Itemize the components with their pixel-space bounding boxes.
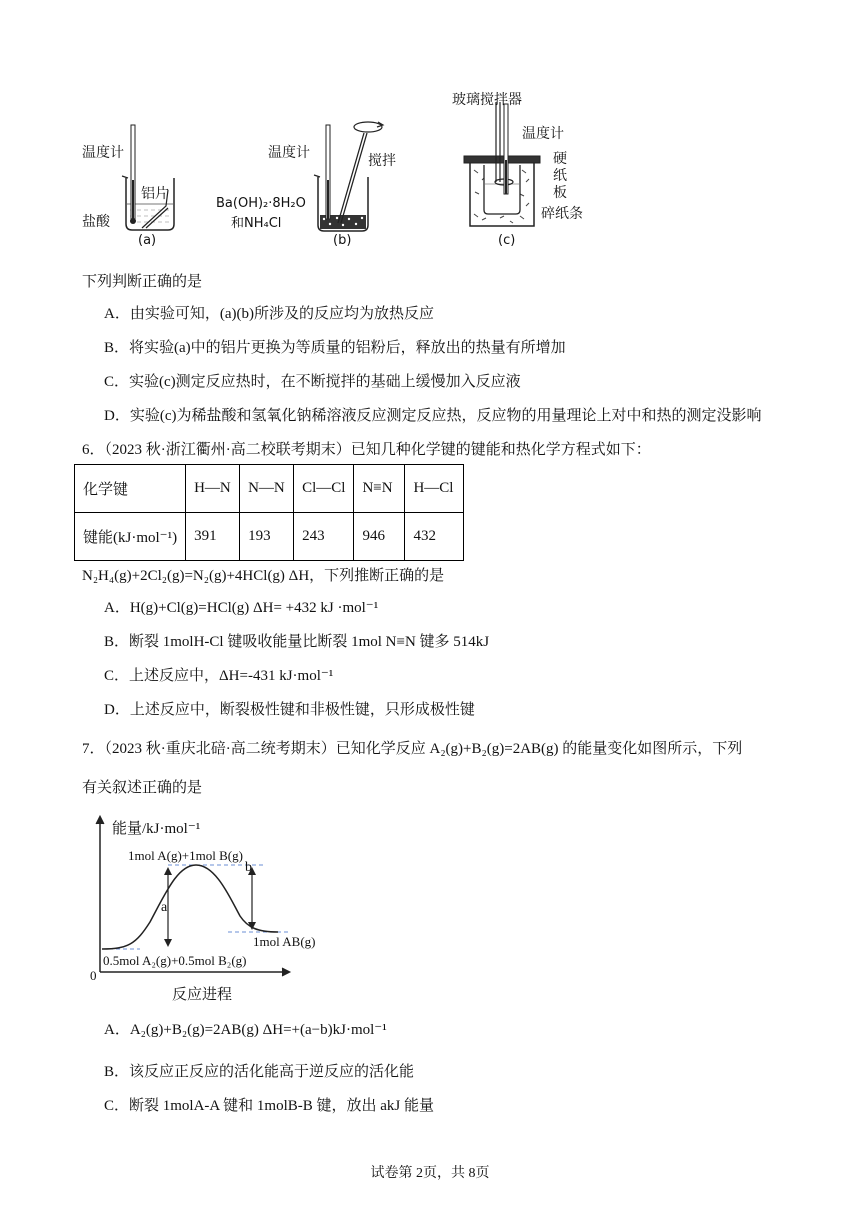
q5-stem: 下列判断正确的是 bbox=[82, 274, 203, 290]
table-cell: 946 bbox=[354, 513, 405, 561]
q6-option-d: D．上述反应中，断裂极性键和非极性键，只形成极性键 bbox=[104, 702, 475, 718]
q6-option-a: A．H(g)+Cl(g)=HCl(g) ΔH= +432 kJ ·mol⁻¹ bbox=[104, 600, 379, 616]
table-cell: 391 bbox=[186, 513, 240, 561]
board-label-1: 硬 bbox=[553, 151, 567, 167]
arrow-a-label: a bbox=[161, 900, 168, 915]
q6-stem: 6．（2023 秋·浙江衢州·高二校联考期末）已知几种化学键的键能和热化学方程式如下： bbox=[82, 442, 651, 458]
beaker-b-drawing bbox=[312, 115, 392, 235]
table-header-cell: Cl—Cl bbox=[294, 465, 354, 513]
table-cell: 432 bbox=[405, 513, 464, 561]
board-label-3: 板 bbox=[553, 185, 567, 201]
arrow-b-label: b bbox=[245, 860, 252, 875]
q5-option-a: A．由实验可知，(a)(b)所涉及的反应均为放热反应 bbox=[104, 306, 434, 322]
paper-scrap-label: 碎纸条 bbox=[541, 206, 583, 222]
table-row bbox=[75, 465, 464, 513]
caption-c: (c) bbox=[498, 233, 516, 248]
table-cell: 193 bbox=[240, 513, 294, 561]
table-header-cell: N≡N bbox=[354, 465, 405, 513]
thermometer-label-b: 温度计 bbox=[268, 145, 310, 161]
hcl-label: 盐酸 bbox=[82, 214, 110, 230]
q5-option-d: D．实验(c)为稀盐酸和氢氧化钠稀溶液反应测定反应热，反应物的用量理论上对中和热的测定没影响 bbox=[104, 408, 762, 424]
reagent-label-2: 和NH₄Cl bbox=[231, 216, 282, 231]
q6-equation: N₂H₄(g)+2Cl₂(g)=N₂(g)+4HCl(g) ΔH，下列推断正确的是 bbox=[82, 568, 445, 584]
caption-a: (a) bbox=[138, 233, 157, 248]
q5-option-b: B．将实验(a)中的铝片更换为等质量的铝粉后，释放出的热量有所增加 bbox=[104, 340, 566, 356]
bond-energy-table bbox=[74, 464, 464, 561]
table-header-cell: N—N bbox=[240, 465, 294, 513]
calorimeter-drawing bbox=[460, 100, 550, 235]
table-header-cell: H—N bbox=[186, 465, 240, 513]
table-row-label: 键能(kJ·mol⁻¹) bbox=[75, 513, 186, 561]
stirrer-label: 玻璃搅拌器 bbox=[452, 92, 522, 108]
al-sheet-label: 铝片 bbox=[141, 186, 169, 202]
table-cell: 243 bbox=[294, 513, 354, 561]
reagent-label-1: Ba(OH)₂·8H₂O bbox=[216, 196, 306, 211]
product-label: 1mol AB(g) bbox=[253, 934, 316, 949]
beaker-a-drawing bbox=[120, 120, 180, 235]
q7-stem-line1: 7．（2023 秋·重庆北碚·高二统考期末）已知化学反应 A₂(g)+B₂(g)=2AB(g) 的能量变化如图所示，下列 bbox=[82, 741, 743, 757]
q7-stem-line2: 有关叙述正确的是 bbox=[82, 780, 203, 796]
table-row bbox=[75, 513, 464, 561]
q5-option-c: C．实验(c)测定反应热时，在不断搅拌的基础上缓慢加入反应液 bbox=[104, 374, 521, 390]
page-footer: 试卷第 2页，共 8页 bbox=[370, 1166, 490, 1181]
diagram-ylabel: 能量/kJ·mol⁻¹ bbox=[112, 821, 201, 837]
q6-option-b: B．断裂 1molH-Cl 键吸收能量比断裂 1mol N≡N 键多 514kJ bbox=[104, 634, 490, 650]
caption-b: (b) bbox=[333, 233, 352, 248]
q6-option-c: C．上述反应中，ΔH=-431 kJ·mol⁻¹ bbox=[104, 668, 334, 684]
table-header-cell: 化学键 bbox=[75, 465, 186, 513]
diagram-xlabel: 反应进程 bbox=[172, 987, 233, 1003]
board-label-2: 纸 bbox=[553, 168, 567, 184]
thermometer-label-c: 温度计 bbox=[522, 126, 564, 142]
q7-option-a: A．A₂(g)+B₂(g)=2AB(g) ΔH=+(a−b)kJ·mol⁻¹ bbox=[104, 1022, 387, 1038]
transition-state-label: 1mol A(g)+1mol B(g) bbox=[128, 848, 243, 863]
stir-label: 搅拌 bbox=[368, 153, 396, 169]
reactant-label: 0.5mol A₂(g)+0.5mol B₂(g) bbox=[103, 953, 247, 968]
q7-option-b: B．该反应正反应的活化能高于逆反应的活化能 bbox=[104, 1064, 415, 1080]
origin-label: 0 bbox=[90, 968, 97, 983]
q7-option-c: C．断裂 1molA-A 键和 1molB-B 键，放出 akJ 能量 bbox=[104, 1098, 435, 1114]
table-header-cell: H—Cl bbox=[405, 465, 464, 513]
thermometer-label-a: 温度计 bbox=[82, 145, 124, 161]
